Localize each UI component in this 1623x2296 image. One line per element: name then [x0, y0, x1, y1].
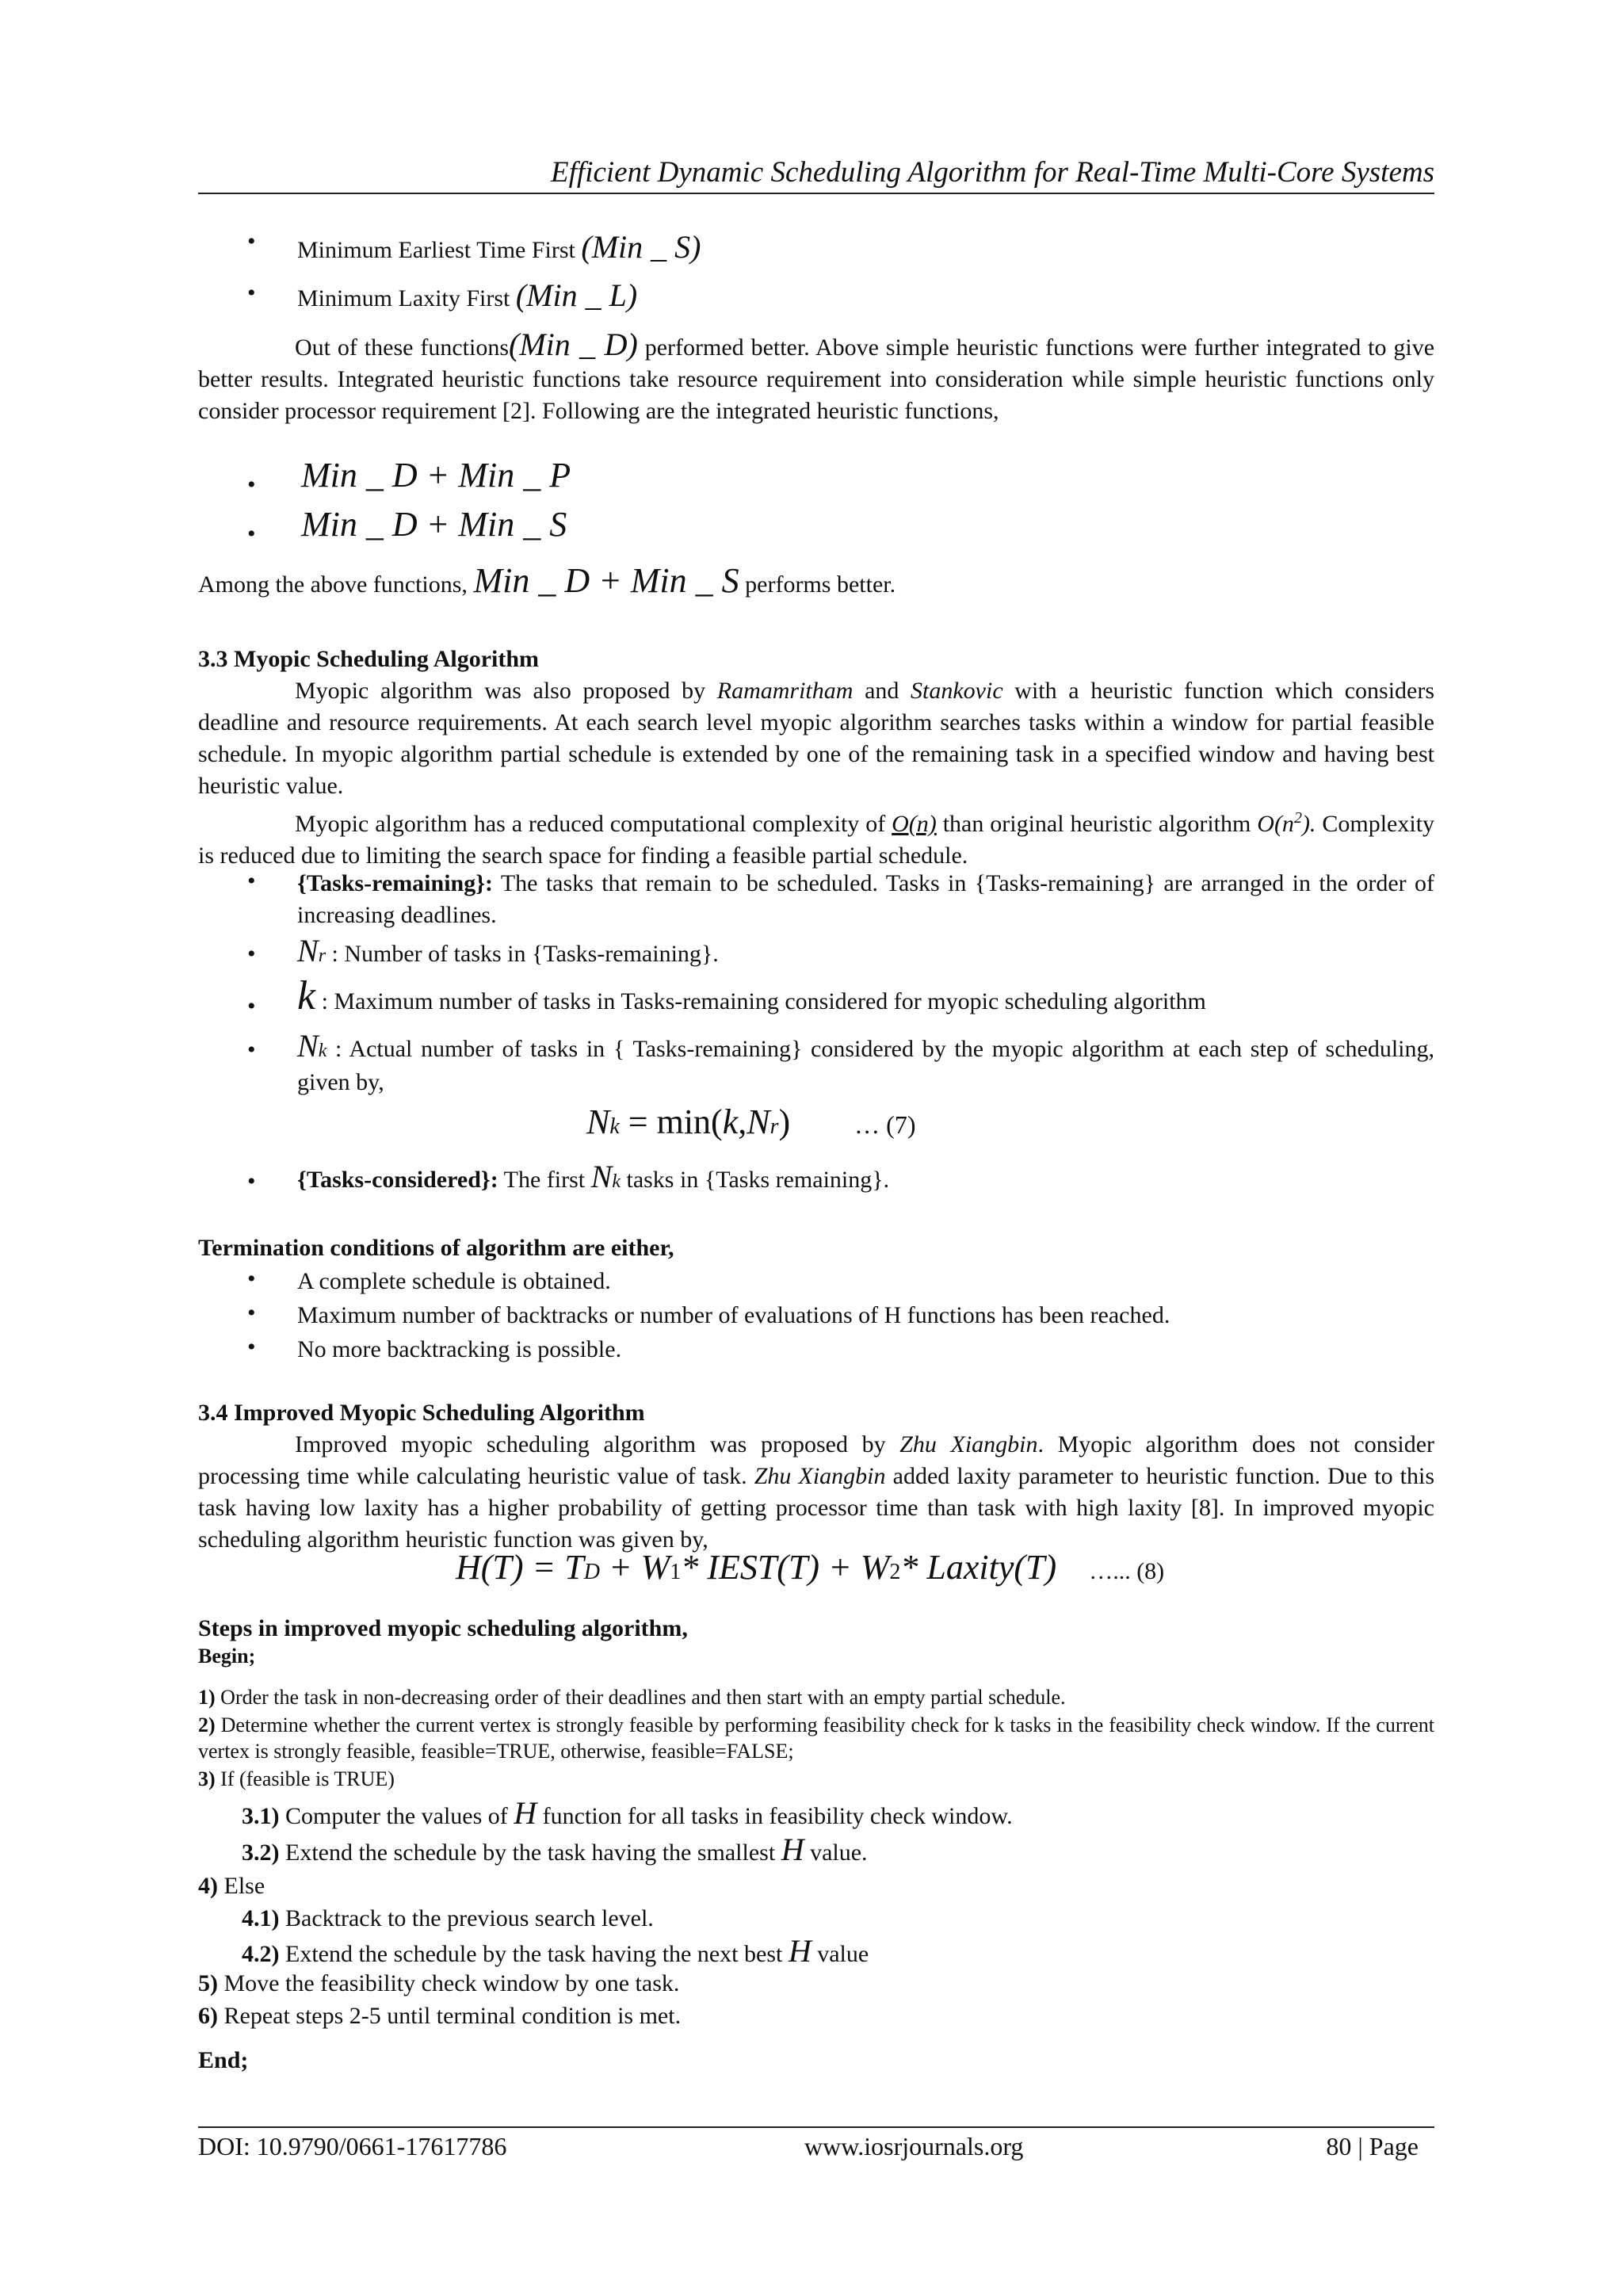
step-2: 2) Determine whether the current vertex is strongly feasible by performing feasibility check for k tasks in the feasibility check window. If the current vertex is strongly feasible, feasible=TRUE, otherwise, feasible=FALSE;	[198, 1713, 1435, 1763]
intro-paragraph: Out of these functions(Min _ D) performed better. Above simple heuristic functions were further integrated to give better results. Integrated heuristic functions take resource requirement into consideration while simple heuristic functions only consider processor requirement [2]. Following are the integrated heuristic functions,	[198, 327, 1435, 424]
math-min-d: (Min _ D)	[509, 327, 638, 362]
bullet-min-s: Minimum Earliest Time First (Min _ S)	[297, 229, 701, 265]
bullet-icon: •	[247, 993, 256, 1019]
bullet-min-l: Minimum Laxity First (Min _ L)	[297, 277, 638, 313]
s33-paragraph-2: Myopic algorithm has a reduced computational complexity of O(n) than original heuristic algorithm $O(n^2)$. Complexity is reduced due to limiting the search space for finding a feasible partial schedule.	[198, 809, 1435, 869]
page	[198, 0, 1434, 2296]
step-3-2: 3.2) Extend the schedule by the task having the smallest H value.	[242, 1832, 868, 1867]
steps-heading: Steps in improved myopic scheduling algorithm,	[198, 1615, 688, 1641]
bullet-nk: Nk : Actual number of tasks in { Tasks-remaining} considered by the myopic algorithm at each step of scheduling, given by,	[297, 1028, 1434, 1095]
bullet-icon: •	[247, 941, 256, 967]
running-header: Efficient Dynamic Scheduling Algorithm for Real-Time Multi-Core Systems	[551, 156, 1434, 189]
integrated-function-2: Min _ D + Min _ S	[301, 505, 567, 544]
equation-8: H(T) = TD + W1* IEST(T) + W2* Laxity(T) …... (8)	[456, 1548, 1165, 1587]
header-rule	[198, 193, 1434, 194]
step-5: 5) Move the feasibility check window by one task.	[198, 1970, 680, 1996]
math-min-l: (Min _ L)	[515, 277, 638, 313]
bullet-icon: •	[247, 1334, 256, 1360]
termination-item: A complete schedule is obtained.	[297, 1268, 611, 1294]
termination-item: Maximum number of backtracks or number of evaluations of H functions has been reached.	[297, 1302, 1170, 1328]
termination-item: No more backtracking is possible.	[297, 1336, 622, 1362]
bullet-tasks-considered: {Tasks-considered}: The first Nk tasks in {Tasks remaining}.	[297, 1159, 890, 1194]
step-3: 3) If (feasible is TRUE)	[198, 1767, 395, 1790]
section-3-4-heading: 3.4 Improved Myopic Scheduling Algorithm	[198, 1400, 645, 1426]
footer-page: 80 | Page	[1326, 2132, 1419, 2160]
steps-end: End;	[198, 2047, 249, 2073]
step-1: 1) Order the task in non-decreasing order of their deadlines and then start with an empty partial schedule.	[198, 1686, 1066, 1709]
bullet-nr: Nr : Number of tasks in {Tasks-remaining}.	[297, 933, 719, 968]
bullet-icon: •	[247, 280, 256, 306]
bullet-tasks-remaining: {Tasks-remaining}: The tasks that remain to be scheduled. Tasks in {Tasks-remaining} are arranged in the order of increasing deadlines.	[297, 870, 1434, 928]
bullet-icon: •	[247, 1168, 256, 1194]
bullet-icon: •	[247, 1266, 256, 1292]
step-6: 6) Repeat steps 2-5 until terminal condition is met.	[198, 2003, 682, 2029]
footer-rule	[198, 2126, 1434, 2128]
bullet-icon: •	[247, 228, 256, 254]
equation-7: Nk = min(k,Nr) … (7)	[586, 1102, 916, 1141]
math-min-s: (Min _ S)	[581, 229, 701, 265]
step-3-1: 3.1) Computer the values of H function for all tasks in feasibility check window.	[242, 1795, 1013, 1831]
step-4: 4) Else	[198, 1873, 265, 1899]
footer-doi: DOI: 10.9790/0661-17617786	[198, 2132, 507, 2160]
step-4-2: 4.2) Extend the schedule by the task having the next best H value	[242, 1933, 869, 1969]
section-3-3-heading: 3.3 Myopic Scheduling Algorithm	[198, 646, 540, 672]
s33-paragraph-1: Myopic algorithm was also proposed by Ramamritham and Stankovic with a heuristic function which considers deadline and resource requirements. At each search level myopic algorithm searches tasks within a window for partial feasible schedule. In myopic algorithm partial schedule is extended by one of the remaining task in a specified window and having best heuristic value.	[198, 678, 1435, 799]
s34-paragraph: Improved myopic scheduling algorithm was proposed by Zhu Xiangbin. Myopic algorithm does not consider processing time while calculating heuristic value of task. Zhu Xiangbin added laxity parameter to heuristic function. Due to this task having low laxity has a higher probability of getting processor time than task with high laxity [8]. In improved myopic scheduling algorithm heuristic function was given by,	[198, 1431, 1435, 1553]
bullet-icon: •	[247, 1300, 256, 1326]
bullet-icon: •	[247, 868, 256, 894]
step-4-1: 4.1) Backtrack to the previous search level.	[242, 1905, 654, 1931]
footer-site: www.iosrjournals.org	[804, 2132, 1024, 2160]
among-line: Among the above functions, Min _ D + Min _ S performs better.	[198, 561, 896, 600]
steps-begin: Begin;	[198, 1645, 256, 1668]
integrated-function-1: Min _ D + Min _ P	[301, 456, 571, 495]
bullet-icon: •	[247, 472, 256, 498]
bullet-k: k : Maximum number of tasks in Tasks-remaining considered for myopic scheduling algorithm	[297, 973, 1206, 1018]
bullet-icon: •	[247, 1037, 256, 1063]
bullet-icon: •	[247, 521, 256, 547]
termination-heading: Termination conditions of algorithm are either,	[198, 1235, 674, 1261]
math-min-d-min-s: Min _ D + Min _ S	[473, 561, 739, 600]
